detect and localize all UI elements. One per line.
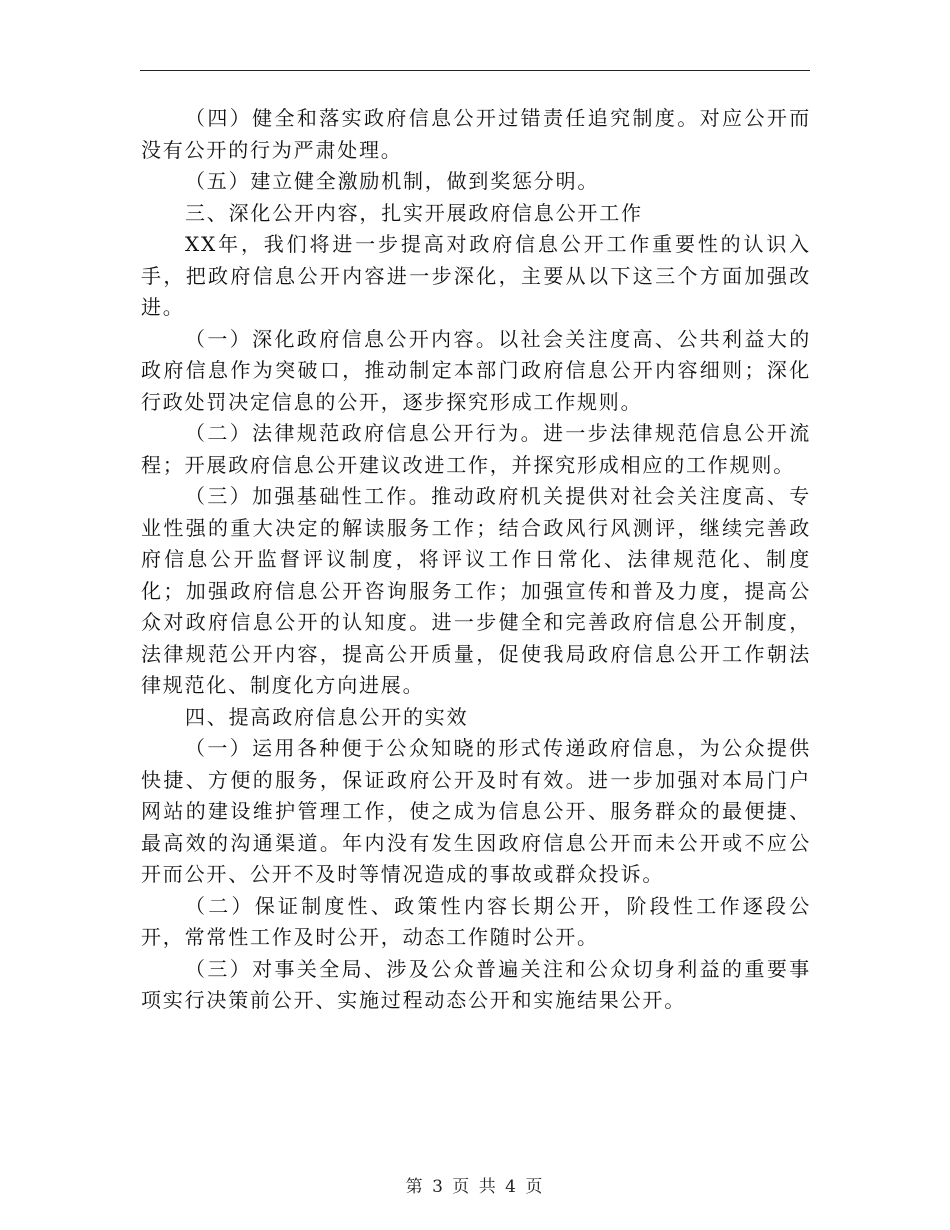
header-rule bbox=[140, 70, 810, 71]
page-number-footer: 第 3 页 共 4 页 bbox=[405, 1177, 545, 1197]
section-4-item-1: （一）运用各种便于公众知晓的形式传递政府信息，为公众提供快捷、方便的服务，保证政府公开及时有效。进一步加强对本局门户网站的建设维护管理工作，使之成为信息公开、服务群众的最便捷、最高效的沟通渠道。年内没有发生因政府信息公开而未公开或不应公开而公开、公开不及时等情况造成的事故或群众投诉。 bbox=[141, 736, 811, 886]
section-4-item-2: （二）保证制度性、政策性内容长期公开，阶段性工作逐段公开，常常性工作及时公开，动态工作随时公开。 bbox=[141, 893, 811, 949]
section-heading-4: 四、提高政府信息公开的实效 bbox=[185, 704, 469, 729]
section-3-item-2: （二）法律规范政府信息公开行为。进一步法律规范信息公开流程；开展政府信息公开建议改进工作，并探究形成相应的工作规则。 bbox=[141, 421, 811, 477]
section-4-item-3: （三）对事关全局、涉及公众普遍关注和公众切身利益的重要事项实行决策前公开、实施过程动态公开和实施结果公开。 bbox=[141, 956, 811, 1012]
section-3-item-1: （一）深化政府信息公开内容。以社会关注度高、公共利益大的政府信息作为突破口，推动制定本部门政府信息公开内容细则；深化行政处罚决定信息的公开，逐步探究形成工作规则。 bbox=[141, 326, 811, 414]
document-body bbox=[141, 103, 811, 1017]
paragraph-4: （四）健全和落实政府信息公开过错责任追究制度。对应公开而没有公开的行为严肃处理。 bbox=[141, 106, 811, 162]
section-3-intro: XX年，我们将进一步提高对政府信息公开工作重要性的认识入手，把政府信息公开内容进一步深化，主要从以下这三个方面加强改进。 bbox=[141, 232, 811, 319]
paragraph-5: （五）建立健全激励机制，做到奖惩分明。 bbox=[185, 169, 600, 193]
section-3-item-3: （三）加强基础性工作。推动政府机关提供对社会关注度高、专业性强的重大决定的解读服务工作；结合政风行风测评，继续完善政府信息公开监督评议制度，将评议工作日常化、法律规范化、制度化；加强政府信息公开咨询服务工作；加强宣传和普及力度，提高公众对政府信息公开的认知度。进一步健全和完善政府信息公开制度，法律规范公开内容，提高公开质量，促使我局政府信息公开工作朝法律规范化、制度化方向进展。 bbox=[141, 484, 811, 697]
section-heading-3: 三、深化公开内容，扎实开展政府信息公开工作 bbox=[185, 200, 643, 225]
